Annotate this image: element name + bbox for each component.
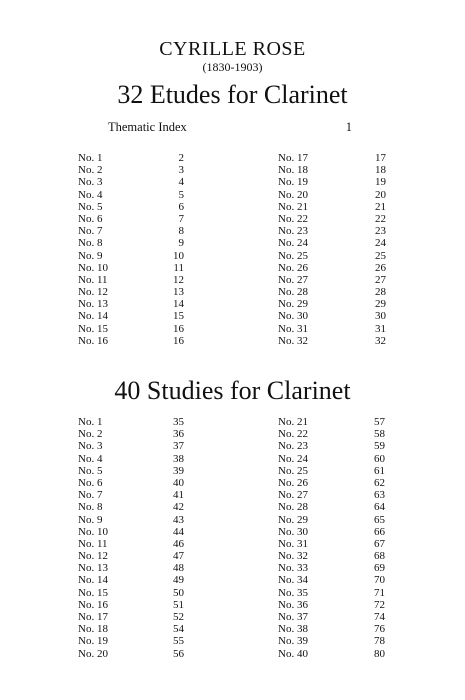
thematic-index-label: Thematic Index	[108, 120, 187, 134]
index-entry-page: 68	[374, 550, 385, 563]
index-entry-label: No. 40	[278, 647, 308, 660]
index-entry-page: 76	[374, 623, 385, 636]
index-entry-page: 52	[173, 611, 184, 623]
index-entry-label: No. 30	[278, 310, 308, 323]
index-row	[78, 538, 184, 550]
index-entry-label: No. 3	[78, 176, 103, 189]
index-entry-label: No. 6	[78, 476, 103, 489]
index-row	[278, 489, 385, 501]
index-row	[278, 440, 385, 452]
index-entry-page: 12	[173, 273, 184, 286]
index-row	[78, 562, 184, 574]
index-entry-page: 51	[173, 598, 184, 611]
index-entry-label: No. 32	[278, 550, 308, 563]
index-entry-label: No. 5	[78, 464, 103, 477]
index-row	[78, 526, 184, 538]
index-entry-label: No. 29	[278, 513, 308, 526]
index-entry-label: No. 11	[78, 537, 108, 550]
index-row	[278, 538, 385, 550]
index-entry-page: 59	[374, 440, 385, 453]
index-row	[78, 201, 184, 213]
index-entry-label: No. 7	[78, 489, 103, 502]
index-entry-page: 6	[178, 200, 184, 213]
index-entry-label: No. 36	[278, 598, 308, 611]
index-entry-page: 48	[173, 562, 184, 575]
index-row	[78, 335, 184, 347]
index-entry-page: 9	[178, 237, 184, 250]
index-row	[278, 225, 386, 237]
index-entry-page: 50	[173, 586, 184, 599]
index-entry-page: 15	[173, 310, 184, 323]
index-entry-label: No. 2	[78, 164, 103, 177]
index-entry-page: 24	[375, 237, 386, 250]
index-entry-label: No. 10	[78, 261, 108, 274]
index-entry-label: No. 30	[278, 525, 308, 538]
index-entry-page: 63	[374, 489, 385, 502]
index-row	[78, 514, 184, 526]
index-entry-page: 38	[173, 452, 184, 465]
index-entry-label: No. 17	[78, 611, 108, 623]
index-row	[278, 250, 386, 262]
index-row	[78, 599, 184, 611]
index-entry-page: 19	[375, 176, 386, 189]
index-row	[78, 323, 184, 335]
index-row	[278, 237, 386, 249]
index-entry-label: No. 35	[278, 586, 308, 599]
index-entry-page: 49	[173, 574, 184, 587]
index-entry-label: No. 14	[78, 310, 108, 323]
index-row	[78, 440, 184, 452]
index-row	[278, 323, 386, 335]
index-row	[78, 250, 184, 262]
index-entry-label: No. 6	[78, 212, 103, 225]
index-row	[78, 164, 184, 176]
index-row	[278, 189, 386, 201]
index-entry-page: 65	[374, 513, 385, 526]
index-entry-page: 16	[173, 322, 184, 335]
index-row	[278, 428, 385, 440]
index-row	[278, 453, 385, 465]
index-entry-label: No. 4	[78, 452, 103, 465]
index-entry-label: No. 20	[278, 188, 308, 201]
index-entry-label: No. 8	[78, 237, 103, 250]
index-entry-page: 71	[374, 586, 385, 599]
index-row	[78, 623, 184, 635]
index-entry-label: No. 3	[78, 440, 103, 453]
etudes-index-column-left	[78, 152, 184, 347]
index-entry-label: No. 14	[78, 574, 108, 587]
index-row	[78, 501, 184, 513]
index-row	[278, 514, 385, 526]
index-row	[278, 648, 385, 660]
index-row	[78, 428, 184, 440]
index-entry-page: 70	[374, 574, 385, 587]
index-entry-label: No. 24	[278, 452, 308, 465]
index-entry-label: No. 27	[278, 273, 308, 286]
index-entry-label: No. 25	[278, 249, 308, 262]
index-row	[78, 286, 184, 298]
index-entry-label: No. 4	[78, 188, 103, 201]
index-entry-page: 61	[374, 464, 385, 477]
index-entry-page: 36	[173, 428, 184, 441]
index-row	[278, 501, 385, 513]
index-entry-page: 43	[173, 513, 184, 526]
index-entry-page: 23	[375, 225, 386, 238]
thematic-index-entry	[108, 120, 352, 135]
section-title-studies: 40 Studies for Clarinet	[114, 376, 351, 405]
index-entry-label: No. 9	[78, 249, 103, 262]
index-entry-page: 20	[375, 188, 386, 201]
index-entry-label: No. 22	[278, 428, 308, 441]
index-entry-label: No. 21	[278, 200, 308, 213]
index-row	[278, 164, 386, 176]
index-entry-label: No. 23	[278, 440, 308, 453]
index-row	[278, 298, 386, 310]
index-row	[78, 453, 184, 465]
index-row	[278, 562, 385, 574]
index-entry-page: 41	[173, 489, 184, 502]
index-entry-label: No. 27	[278, 489, 308, 502]
index-entry-page: 32	[375, 334, 386, 347]
index-entry-label: No. 28	[278, 286, 308, 299]
index-row	[278, 213, 386, 225]
index-entry-label: No. 31	[278, 322, 308, 335]
index-row	[78, 465, 184, 477]
index-entry-label: No. 38	[278, 623, 308, 636]
index-entry-page: 60	[374, 452, 385, 465]
index-row	[278, 611, 385, 623]
studies-index-column-left	[78, 416, 184, 660]
index-row	[78, 237, 184, 249]
index-row	[78, 416, 184, 428]
index-entry-label: No. 5	[78, 200, 103, 213]
index-entry-label: No. 33	[278, 562, 308, 575]
index-entry-page: 69	[374, 562, 385, 575]
index-entry-label: No. 2	[78, 428, 103, 441]
index-entry-label: No. 11	[78, 273, 108, 286]
index-row	[278, 550, 385, 562]
index-entry-page: 13	[173, 286, 184, 299]
index-entry-page: 4	[178, 176, 184, 189]
index-entry-page: 39	[173, 464, 184, 477]
index-entry-page: 47	[173, 550, 184, 563]
index-entry-label: No. 10	[78, 525, 108, 538]
index-entry-label: No. 15	[78, 322, 108, 335]
index-entry-page: 80	[374, 647, 385, 660]
index-row	[78, 189, 184, 201]
index-entry-page: 10	[173, 249, 184, 262]
index-entry-label: No. 34	[278, 574, 308, 587]
index-entry-label: No. 26	[278, 476, 308, 489]
index-row	[278, 176, 386, 188]
index-entry-page: 56	[173, 647, 184, 660]
studies-index-column-right	[278, 416, 385, 660]
index-row	[78, 152, 184, 164]
index-entry-page: 26	[375, 261, 386, 274]
index-entry-page: 64	[374, 501, 385, 514]
index-entry-page: 17	[375, 152, 386, 164]
index-row	[78, 648, 184, 660]
index-entry-page: 2	[178, 152, 184, 164]
index-entry-label: No. 15	[78, 586, 108, 599]
index-row	[78, 574, 184, 586]
index-entry-page: 30	[375, 310, 386, 323]
index-row	[78, 310, 184, 322]
etudes-index-column-right	[278, 152, 386, 347]
index-row	[278, 310, 386, 322]
index-entry-label: No. 18	[278, 164, 308, 177]
index-entry-label: No. 22	[278, 212, 308, 225]
index-row	[78, 489, 184, 501]
index-entry-page: 22	[375, 212, 386, 225]
index-entry-page: 16	[173, 334, 184, 347]
index-entry-page: 40	[173, 476, 184, 489]
index-entry-label: No. 18	[78, 623, 108, 636]
index-entry-label: No. 28	[278, 501, 308, 514]
index-row	[278, 526, 385, 538]
index-row	[278, 635, 385, 647]
section-title-etudes: 32 Etudes for Clarinet	[117, 80, 348, 109]
index-entry-page: 46	[173, 537, 184, 550]
index-row	[278, 623, 385, 635]
index-row	[278, 152, 386, 164]
index-entry-label: No. 17	[278, 152, 308, 164]
index-entry-label: No. 23	[278, 225, 308, 238]
thematic-index-page: 1	[345, 120, 352, 134]
index-entry-label: No. 26	[278, 261, 308, 274]
index-row	[78, 213, 184, 225]
index-row	[78, 477, 184, 489]
index-entry-page: 66	[374, 525, 385, 538]
composer-name: CYRILLE ROSE	[159, 38, 306, 60]
index-entry-page: 29	[375, 298, 386, 311]
index-row	[78, 298, 184, 310]
index-row	[278, 274, 386, 286]
index-entry-label: No. 8	[78, 501, 103, 514]
index-entry-label: No. 12	[78, 286, 108, 299]
index-entry-label: No. 21	[278, 416, 308, 428]
index-entry-page: 7	[178, 212, 184, 225]
index-entry-label: No. 32	[278, 334, 308, 347]
index-row	[278, 416, 385, 428]
index-entry-page: 25	[375, 249, 386, 262]
index-entry-label: No. 25	[278, 464, 308, 477]
index-row	[278, 587, 385, 599]
index-entry-page: 78	[374, 635, 385, 648]
index-entry-label: No. 16	[78, 598, 108, 611]
index-entry-label: No. 13	[78, 298, 108, 311]
index-entry-label: No. 29	[278, 298, 308, 311]
index-entry-label: No. 37	[278, 611, 308, 623]
index-entry-page: 35	[173, 416, 184, 428]
index-row	[78, 611, 184, 623]
index-entry-page: 74	[374, 611, 385, 623]
index-entry-page: 5	[178, 188, 184, 201]
index-entry-page: 55	[173, 635, 184, 648]
index-entry-page: 44	[173, 525, 184, 538]
index-entry-page: 27	[375, 273, 386, 286]
index-row	[78, 587, 184, 599]
index-entry-label: No. 1	[78, 416, 103, 428]
index-entry-label: No. 19	[278, 176, 308, 189]
index-row	[278, 477, 385, 489]
index-entry-page: 21	[375, 200, 386, 213]
index-entry-label: No. 12	[78, 550, 108, 563]
index-entry-page: 54	[173, 623, 184, 636]
index-row	[278, 335, 386, 347]
index-entry-page: 14	[173, 298, 184, 311]
composer-dates: (1830-1903)	[202, 60, 263, 74]
index-entry-page: 62	[374, 476, 385, 489]
index-row	[78, 225, 184, 237]
index-row	[78, 274, 184, 286]
index-entry-page: 57	[374, 416, 385, 428]
index-entry-label: No. 7	[78, 225, 103, 238]
index-entry-page: 58	[374, 428, 385, 441]
index-entry-page: 72	[374, 598, 385, 611]
index-row	[78, 262, 184, 274]
index-entry-page: 42	[173, 501, 184, 514]
index-entry-page: 3	[178, 164, 184, 177]
index-entry-page: 28	[375, 286, 386, 299]
index-row	[78, 550, 184, 562]
index-row	[278, 201, 386, 213]
index-entry-label: No. 13	[78, 562, 108, 575]
index-entry-label: No. 9	[78, 513, 103, 526]
index-entry-page: 31	[375, 322, 386, 335]
index-entry-page: 8	[178, 225, 184, 238]
index-entry-page: 37	[173, 440, 184, 453]
index-row	[78, 635, 184, 647]
index-row	[278, 465, 385, 477]
index-entry-label: No. 1	[78, 152, 103, 164]
index-entry-label: No. 20	[78, 647, 108, 660]
index-entry-label: No. 31	[278, 537, 308, 550]
index-row	[78, 176, 184, 188]
index-entry-page: 67	[374, 537, 385, 550]
index-entry-label: No. 39	[278, 635, 308, 648]
index-entry-label: No. 19	[78, 635, 108, 648]
index-entry-page: 18	[375, 164, 386, 177]
index-row	[278, 574, 385, 586]
index-entry-page: 11	[173, 261, 184, 274]
index-row	[278, 599, 385, 611]
index-row	[278, 286, 386, 298]
index-row	[278, 262, 386, 274]
index-entry-label: No. 16	[78, 334, 108, 347]
index-entry-label: No. 24	[278, 237, 308, 250]
